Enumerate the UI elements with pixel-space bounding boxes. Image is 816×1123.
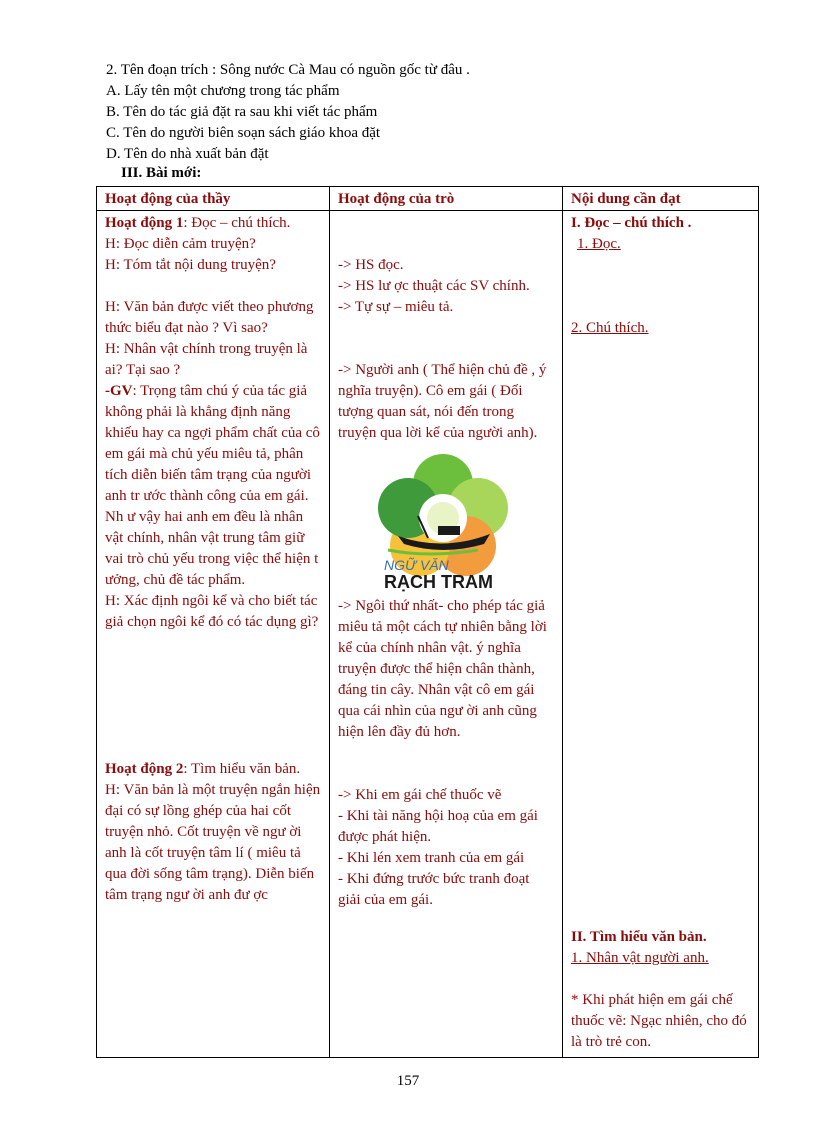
table-body-row [97, 211, 759, 1058]
logo-image [368, 446, 518, 596]
teacher-question-4: H: Nhân vật chính trong truyện là ai? Tại sao ? [105, 341, 308, 378]
content-read: 1. Đọc. [577, 236, 621, 252]
student-answer-1: -> HS đọc. [338, 257, 404, 273]
student-answer-6d: - Khi đứng trước bức tranh đoạt giải của em gái. [338, 871, 530, 908]
student-answer-5: -> Ngôi thứ nhất- cho phép tác giả miêu tả một cách tự nhiên bằng lời kể của chính nhân vật. ý nghĩa truyện được thể hiện chân thành, đáng tin cây. Nhân vật cô em gái qua cái nhìn của ngư ời anh cũng hiện lên đầy đủ hơn. [338, 598, 547, 740]
content-section-1: I. Đọc – chú thích . [571, 215, 692, 231]
intro-block [106, 60, 470, 165]
teacher-question-3: H: Văn bản được viết theo phương thức biểu đạt nào ? Vì sao? [105, 299, 314, 336]
content-notes: 2. Chú thích. [571, 320, 649, 336]
teacher-question-5: H: Xác định ngôi kể và cho biết tác giả chọn ngôi kể đó có tác dụng gì? [105, 593, 319, 630]
quiz-option-c: C. Tên do người biên soạn sách giáo khoa đặt [106, 125, 381, 141]
section-heading: III. Bài mới: [121, 165, 202, 181]
quiz-option-d: D. Tên do nhà xuất bản đặt [106, 146, 269, 162]
student-answer-3: -> Tự sự – miêu tả. [338, 299, 454, 315]
teacher-question-2: H: Tóm tắt nội dung truyện? [105, 257, 276, 273]
student-answer-6c: - Khi lén xem tranh của em gái [338, 850, 525, 866]
teacher-cell [97, 211, 330, 1058]
header-content: Nội dung cần đạt [563, 187, 759, 211]
activity-1-title: Hoạt động 1 [105, 215, 184, 231]
activity-2-title: Hoạt động 2 [105, 761, 184, 777]
teacher-question-6: H: Văn bản là một truyện ngắn hiện đại có sự lồng ghép của hai cốt truyện nhỏ. Cốt truyện về ngư ời anh là cốt truyện tâm lí ( miêu tả qua đời sống tâm trạng). Diễn biến tâm trạng ngư ời anh đư ợc [105, 782, 321, 903]
quiz-question: 2. Tên đoạn trích : Sông nước Cà Mau có nguồn gốc từ đâu . [106, 62, 470, 78]
table-header-row [97, 187, 759, 211]
student-answer-6a: -> Khi em gái chế thuốc vẽ [338, 787, 502, 803]
header-student: Hoạt động của trò [330, 187, 563, 211]
student-cell [330, 211, 563, 1058]
quiz-option-b: B. Tên do tác giả đặt ra sau khi viết tác phẩm [106, 104, 378, 120]
teacher-question-1: H: Đọc diễn cảm truyện? [105, 236, 256, 252]
page-number: 157 [396, 1073, 420, 1089]
content-note: * Khi phát hiện em gái chế thuốc vẽ: Ngạc nhiên, cho đó là trò trẻ con. [571, 992, 747, 1050]
logo-text-bottom: RẠCH TRAM [384, 572, 493, 592]
activity-1: Hoạt động 1: Đọc – chú thích. [105, 215, 291, 231]
content-cell [563, 211, 759, 1058]
content-brother: 1. Nhân vật người anh. [571, 950, 709, 966]
quiz-option-a: A. Lấy tên một chương trong tác phẩm [106, 83, 340, 99]
lesson-table [96, 186, 759, 1058]
activity-2: Hoạt động 2: Tìm hiểu văn bản. [105, 761, 301, 777]
student-answer-6b: - Khi tài năng hội hoạ của em gái được phát hiện. [338, 808, 538, 845]
student-answer-2: -> HS lư ợc thuật các SV chính. [338, 278, 530, 294]
header-teacher: Hoạt động của thầy [97, 187, 330, 211]
logo-text-top: NGỮ VĂN [384, 557, 449, 573]
student-answer-4: -> Người anh ( Thể hiện chủ đề , ý nghĩa truyện). Cô em gái ( Đối tượng quan sát, nói đến trong truyện qua lời kể của người anh). [338, 362, 547, 441]
content-section-2: II. Tìm hiểu văn bản. [571, 929, 707, 945]
teacher-note: -GV: Trọng tâm chú ý của tác giả không phải là khẳng định năng khiếu hay ca ngợi phẩm chất của cô em gái mà chủ yếu miêu tả, phân tích diễn biến tâm trạng của người anh tr ước thành công của em gái. Nh ư vậy hai anh em đều là nhân vật chính, nhân vật trung tâm giữ vai trò chủ yếu trong việc thể hiện t ưởng, chủ đề tác phẩm. [105, 383, 320, 588]
